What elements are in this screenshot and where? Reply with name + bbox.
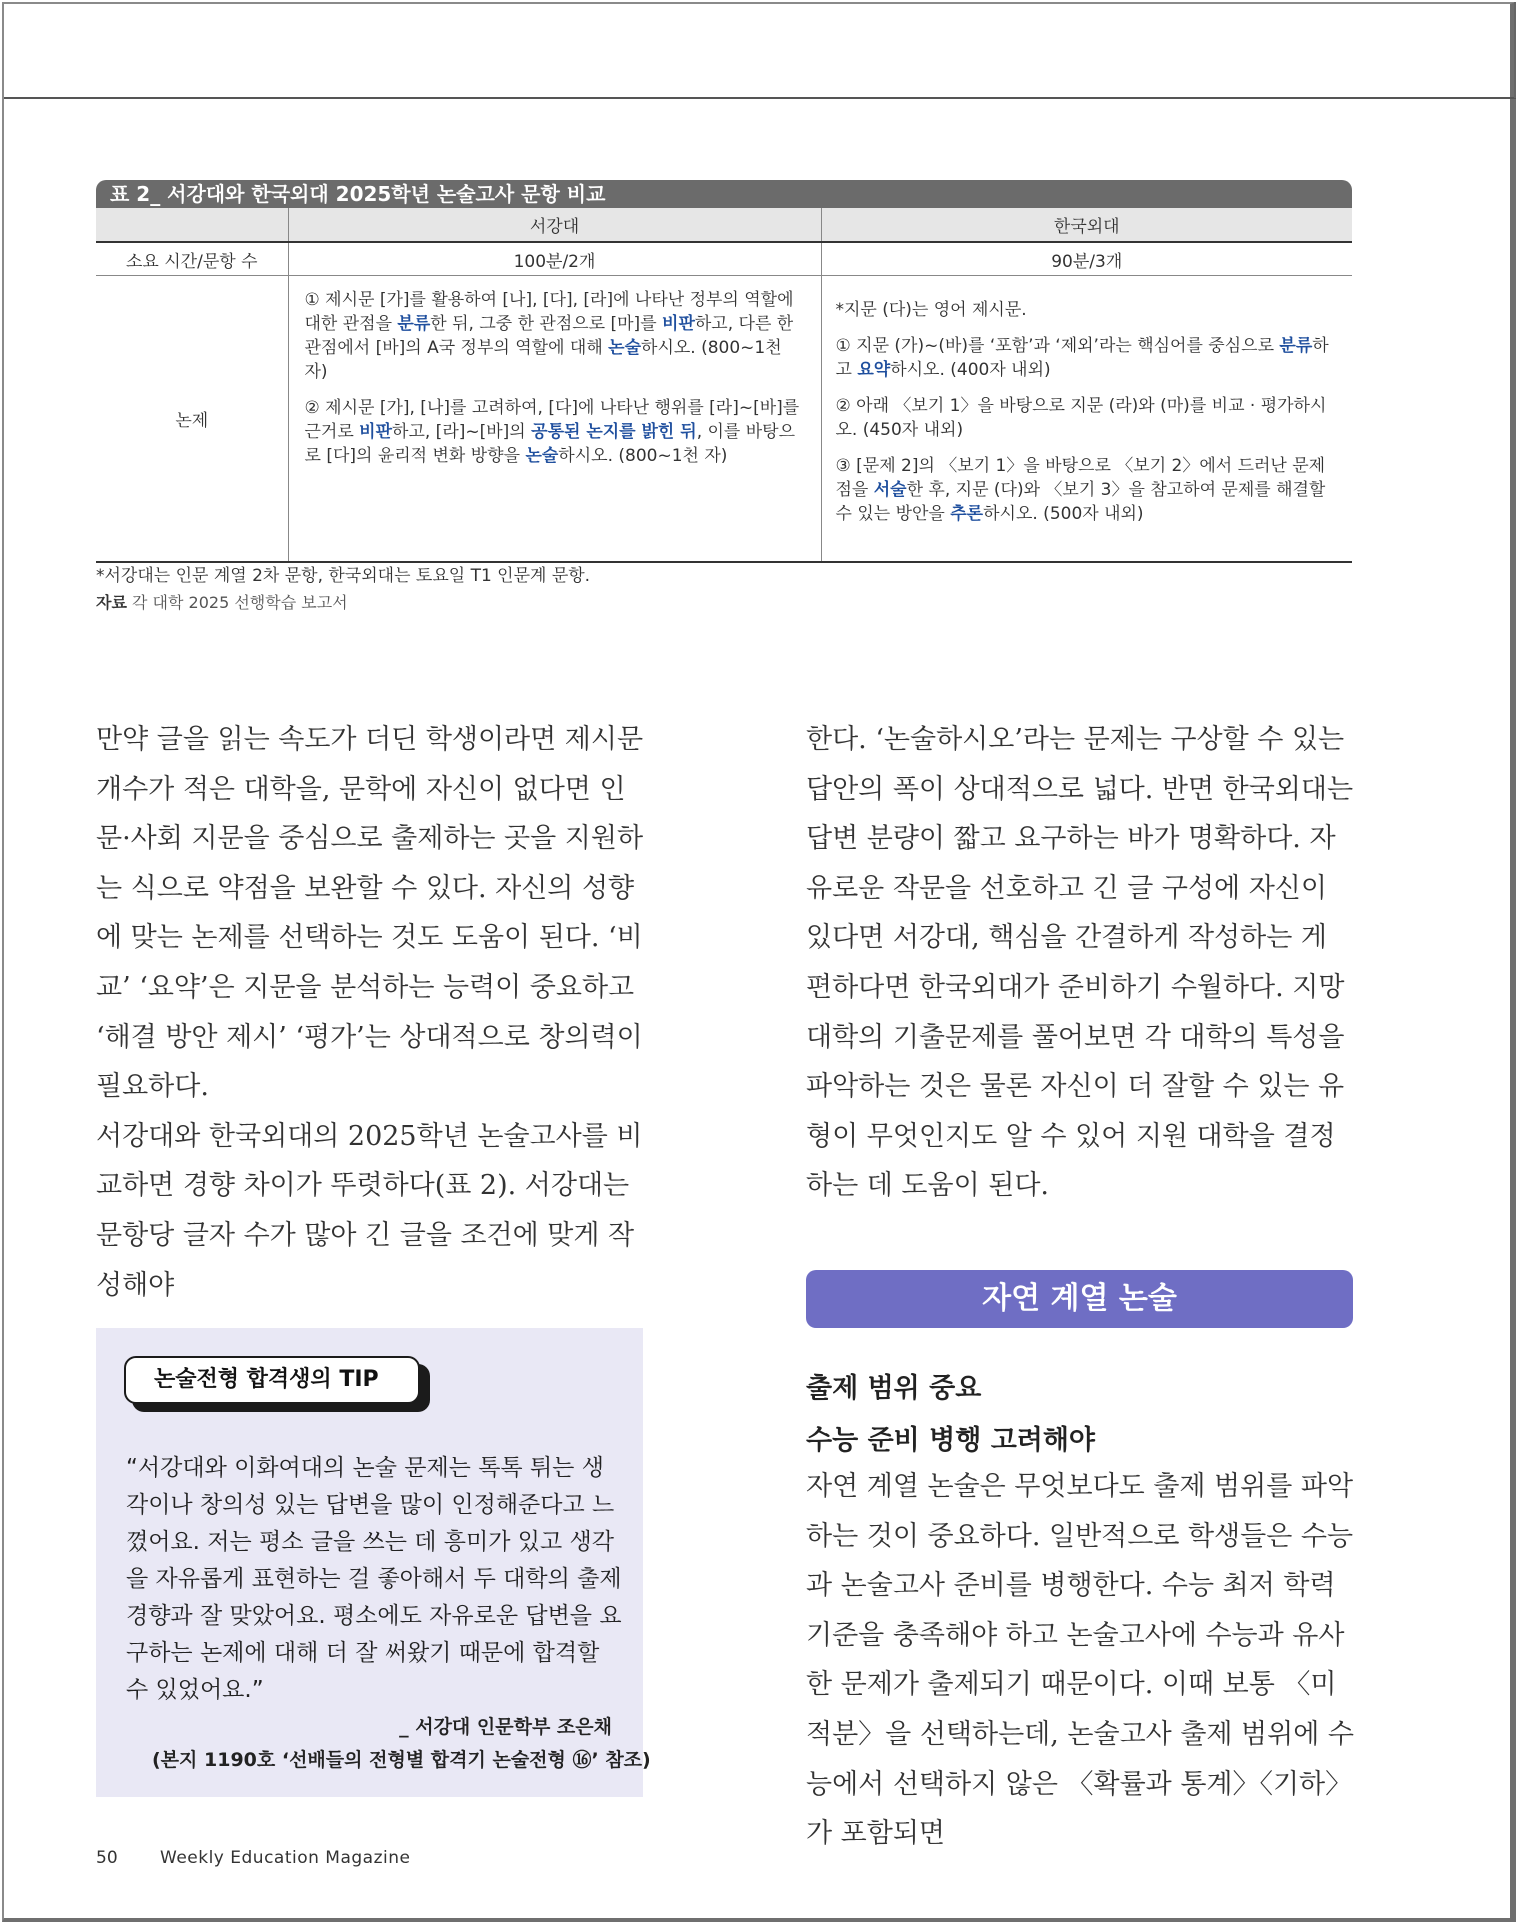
tip-label: 논술전형 합격생의 TIP xyxy=(124,1356,420,1404)
sogang-time: 100분/2개 xyxy=(288,242,821,276)
section-body xyxy=(806,1462,1354,1859)
sogang-question-2: ② 제시문 [가], [나]를 고려하여, [다]에 나타난 행위를 [라]~[바]를 근거로 비판하고, [라]~[바]의 공통된 논지를 밝힌 뒤, 이를 바탕으로 [다]의 윤리적 변화 방향을 논술하시오. (800~1천 자) xyxy=(304,398,800,466)
table-row xyxy=(96,242,1352,276)
tip-reference: (본지 1190호 ‘선배들의 전형별 합격기 논술전형 ⑯’ 참조) xyxy=(152,1749,651,1771)
table-title: 표 2_ 서강대와 한국외대 2025학년 논술고사 문항 비교 xyxy=(96,180,1352,208)
tip-quote: “서강대와 이화여대의 논술 문제는 톡톡 튀는 생각이나 창의성 있는 답변을 많이 인정해준다고 느꼈어요. 저는 평소 글을 쓰는 데 흥미가 있고 생각을 자유롭게 표현하는 걸 좋아해서 두 대학의 출제 경향과 잘 맞았어요. 평소에도 자유로운 답변을 요구하는 논제에 대해 더 잘 써왔기 때문에 합격할 수 있었어요.” xyxy=(126,1455,622,1703)
table-footnote: *서강대는 인문 계열 2차 문항, 한국외대는 토요일 T1 인문계 문항. xyxy=(96,566,591,586)
section-title: 자연 계열 논술 xyxy=(806,1270,1353,1328)
body-paragraph: 한다. ‘논술하시오’라는 문제는 구상할 수 있는 답안의 폭이 상대적으로 넓다. 반면 한국외대는 답변 분량이 짧고 요구하는 바가 명확하다. 자유로운 작문을 선호하고 긴 글 구성에 자신이 있다면 서강대, 핵심을 간결하게 작성하는 게 편하다면 한국외대가 준비하기 수월하다. 지망 대학의 기출문제를 풀어보면 각 대학의 특성을 파악하는 것은 물론 자신이 더 잘할 수 있는 유형이 무엇인지도 알 수 있어 지원 대학을 결정하는 데 도움이 된다. xyxy=(806,724,1354,1202)
comparison-table xyxy=(96,208,1352,563)
section-heading-1: 출제 범위 중요 xyxy=(806,1373,982,1404)
hufs-time: 90분/3개 xyxy=(821,242,1352,276)
tip-author: _ 서강대 인문학부 조은채 xyxy=(399,1716,612,1738)
body-paragraph: 자연 계열 논술은 무엇보다도 출제 범위를 파악하는 것이 중요하다. 일반적으로 학생들은 수능과 논술고사 준비를 병행한다. 수능 최저 학력 기준을 충족해야 하고 논술고사에 수능과 유사한 문제가 출제되기 때문이다. 이때 보통 〈미적분〉을 선택하는데, 논술고사 출제 범위에 수능에서 선택하지 않은 〈확률과 통계〉〈기하〉가 포함되면 xyxy=(806,1471,1354,1850)
page-edge xyxy=(1514,2,1516,98)
row-label-time: 소요 시간/문항 수 xyxy=(96,242,288,276)
header-rule xyxy=(4,97,1516,99)
magazine-name: Weekly Education Magazine xyxy=(160,1848,411,1868)
table-row xyxy=(96,276,1352,563)
page-number: 50 xyxy=(96,1848,118,1868)
row-label-topic: 논제 xyxy=(96,276,288,563)
body-paragraph: 서강대와 한국외대의 2025학년 논술고사를 비교하면 경향 차이가 뚜렷하다(표 2). 서강대는 문항당 글자 수가 많아 긴 글을 조건에 맞게 작성해야 xyxy=(96,1120,643,1301)
hufs-question-2: ② 아래 〈보기 1〉을 바탕으로 지문 (라)와 (마)를 비교 · 평가하시오. (450자 내외) xyxy=(835,396,1327,440)
hufs-note: *지문 (다)는 영어 제시문. xyxy=(835,300,1027,320)
sogang-question-1: ① 제시문 [가]를 활용하여 [나], [다], [라]에 나타난 정부의 역할에 대한 관점을 분류한 뒤, 그중 한 관점으로 [마]를 비판하고, 다른 한 관점에서 [바]의 A국 정부의 역할에 대해 논술하시오. (800~1천 자) xyxy=(304,290,794,382)
hufs-topics xyxy=(821,276,1352,563)
left-column xyxy=(96,715,644,1310)
right-column xyxy=(806,715,1354,1211)
table-source: 자료 각 대학 2025 선행학습 보고서 xyxy=(96,593,348,612)
header-hufs: 한국외대 xyxy=(821,208,1352,242)
body-paragraph: 만약 글을 읽는 속도가 더딘 학생이라면 제시문 개수가 적은 대학을, 문학에 자신이 없다면 인문·사회 지문을 중심으로 출제하는 곳을 지원하는 식으로 약점을 보완할 수 있다. 자신의 성향에 맞는 논제를 선택하는 것도 도움이 된다. ‘비교’ ‘요약’은 지문을 분석하는 능력이 중요하고 ‘해결 방안 제시’ ‘평가’는 상대적으로 창의력이 필요하다. xyxy=(96,724,644,1103)
hufs-question-1: ① 지문 (가)~(바)를 ‘포함’과 ‘제외’라는 핵심어를 중심으로 분류하고 요약하시오. (400자 내외) xyxy=(835,336,1329,380)
header-sogang: 서강대 xyxy=(288,208,821,242)
sogang-topics xyxy=(288,276,821,563)
hufs-question-3: ③ [문제 2]의 〈보기 1〉을 바탕으로 〈보기 2〉에서 드러난 문제점을 서술한 후, 지문 (다)와 〈보기 3〉을 참고하여 문제를 해결할 수 있는 방안을 추론하시오. (500자 내외) xyxy=(835,456,1326,524)
section-heading-2: 수능 준비 병행 고려해야 xyxy=(806,1425,1096,1456)
table-header-row xyxy=(96,208,1352,242)
header-empty xyxy=(96,208,288,242)
